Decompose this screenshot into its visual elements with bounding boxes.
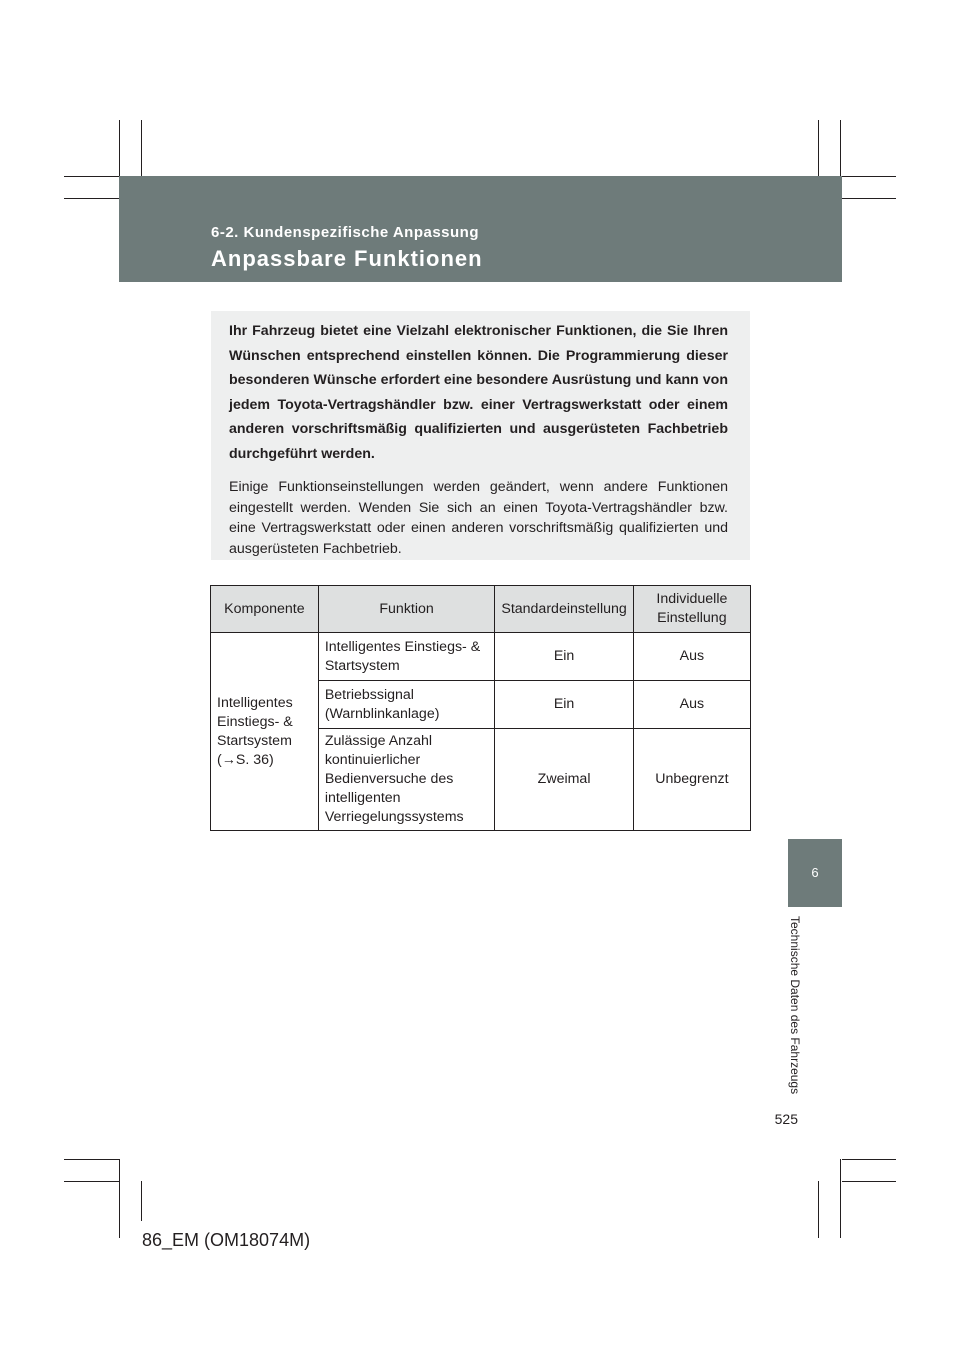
crop-mark <box>64 1159 119 1160</box>
crop-mark <box>818 120 819 176</box>
default-cell: Ein <box>495 681 633 729</box>
crop-mark <box>842 176 896 177</box>
crop-mark <box>141 1181 142 1221</box>
crop-mark <box>818 1181 819 1238</box>
crop-mark <box>141 120 142 176</box>
document-code: 86_EM (OM18074M) <box>142 1230 311 1250</box>
crop-mark <box>842 1181 896 1182</box>
header-band <box>119 176 842 282</box>
header-individuelle-einstellung: Individuelle Einstellung <box>633 586 750 633</box>
crop-mark <box>840 1159 841 1238</box>
custom-cell: Unbegrenzt <box>633 729 750 831</box>
crop-mark <box>64 1181 119 1182</box>
page-title: Anpassbare Funktionen <box>211 246 483 271</box>
component-cell: Intelligentes Einstiegs- & Startsystem (→S. 36) <box>211 633 319 831</box>
chapter-number: 6 <box>811 865 819 880</box>
chapter-label <box>787 916 807 1106</box>
chapter-label-text: Technische Daten des Fahrzeugs <box>788 916 802 1095</box>
table-header-row <box>211 586 751 633</box>
function-cell: Betriebssignal (Warnblinkanlage) <box>318 681 495 729</box>
crop-mark <box>842 1159 896 1160</box>
crop-mark <box>840 120 841 176</box>
function-cell: Zulässige Anzahl kontinuierlicher Bedienversuche des intelligenten Verriegelungssystems <box>318 729 495 831</box>
function-table <box>210 585 751 831</box>
custom-cell: Aus <box>633 633 750 681</box>
header-komponente: Komponente <box>211 586 319 633</box>
header-funktion: Funktion <box>318 586 495 633</box>
chapter-tab[interactable] <box>788 839 842 907</box>
crop-mark <box>119 1159 120 1238</box>
table-row <box>211 633 751 681</box>
header-standardeinstellung: Standardeinstellung <box>495 586 633 633</box>
default-cell: Zweimal <box>495 729 633 831</box>
custom-cell: Aus <box>633 681 750 729</box>
crop-mark <box>119 120 120 176</box>
section-title: 6-2. Kundenspezifische Anpassung <box>211 224 479 241</box>
page-number: 525 <box>774 1111 798 1127</box>
function-cell: Intelligentes Einstiegs- & Startsystem <box>318 633 495 681</box>
intro-normal-text: Einige Funktionseinstellungen werden geändert, wenn andere Funktionen eingestellt werden. Wenden Sie sich an einen Toyota-Vertragshändler bzw. eine Vertragswerkstatt oder einen anderen vorschriftsmäßig qualifizierten und ausgerüsteten Fachbetrieb. <box>229 479 728 557</box>
default-cell: Ein <box>495 633 633 681</box>
intro-box <box>211 311 750 560</box>
crop-mark <box>842 198 896 199</box>
crop-mark <box>64 198 119 199</box>
intro-bold-text: Ihr Fahrzeug bietet eine Vielzahl elektronischer Funktionen, die Sie Ihren Wünschen entsprechend einstellen können. Die Programmierung dieser besonderen Wünsche erfordert eine besondere Ausrüstung und kann von jedem Toyota-Vertragshändler bzw. einer Vertragswerkstatt oder einem anderen vorschriftsmäßig qualifizierten und ausgerüsteten Fachbetrieb durchgeführt werden. <box>229 323 728 462</box>
crop-mark <box>64 176 119 177</box>
